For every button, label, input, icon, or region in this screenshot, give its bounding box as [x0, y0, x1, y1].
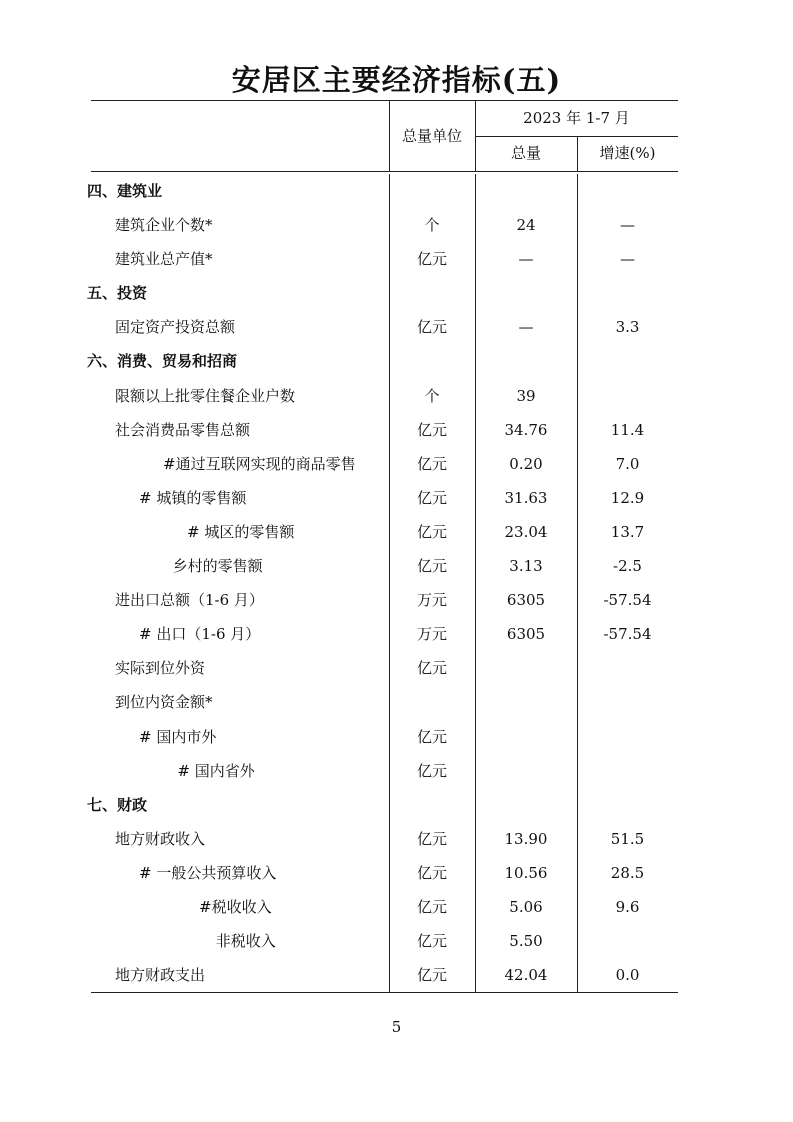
total-cell: 24 — [516, 216, 536, 235]
growth-cell: 9.6 — [615, 897, 640, 916]
table-row — [91, 379, 678, 413]
growth-cell: -57.54 — [603, 591, 652, 610]
indicator-name: 到位内资金额* — [115, 693, 213, 712]
total-column-header: 总量 — [510, 144, 541, 162]
section-heading-row — [87, 174, 678, 208]
growth-cell: 51.5 — [610, 829, 645, 848]
total-cell: 10.56 — [504, 863, 548, 882]
table-row — [91, 549, 678, 583]
section-title: 七、财政 — [87, 795, 148, 814]
total-cell: 34.76 — [504, 420, 548, 439]
growth-cell: 3.3 — [615, 318, 640, 337]
growth-cell: -2.5 — [613, 557, 642, 576]
indicator-name: 社会消费品零售总额 — [115, 420, 251, 439]
section-heading-row — [87, 788, 678, 822]
indicator-name: 非税收入 — [215, 932, 276, 951]
unit-cell: 亿元 — [416, 897, 447, 916]
growth-cell: 28.5 — [610, 863, 645, 882]
table-row — [91, 208, 678, 242]
table-row — [91, 822, 678, 856]
section-heading-row — [87, 276, 678, 310]
indicator-name: 固定资产投资总额 — [115, 318, 236, 337]
table-row — [91, 310, 678, 344]
growth-cell: — — [620, 216, 635, 235]
indicator-name: 进出口总额（1-6 月） — [115, 591, 264, 610]
unit-cell: 个 — [424, 216, 440, 235]
table-row — [91, 447, 678, 481]
section-heading-row — [87, 344, 678, 378]
total-cell: 39 — [516, 386, 536, 405]
table-row — [91, 651, 678, 685]
table-row — [91, 856, 678, 890]
indicator-name: # 出口（1-6 月） — [139, 625, 261, 644]
growth-cell: 11.4 — [610, 420, 645, 439]
unit-cell: 亿元 — [416, 522, 447, 541]
table-row — [91, 413, 678, 447]
table-row — [91, 720, 678, 754]
growth-cell: -57.54 — [603, 625, 652, 644]
table-row — [91, 958, 678, 992]
indicator-name: # 一般公共预算收入 — [139, 863, 277, 882]
total-cell: 5.50 — [509, 932, 543, 951]
total-cell: 13.90 — [504, 829, 548, 848]
unit-cell: 亿元 — [416, 488, 447, 507]
table-row — [91, 924, 678, 958]
indicator-name: 乡村的零售额 — [172, 557, 263, 576]
table-row — [91, 515, 678, 549]
total-cell: 5.06 — [509, 897, 543, 916]
total-cell: 6305 — [506, 625, 546, 644]
growth-cell: — — [620, 250, 635, 269]
indicator-name: # 城镇的零售额 — [139, 488, 247, 507]
indicator-name: #税收收入 — [199, 897, 272, 916]
unit-cell: 亿元 — [416, 318, 447, 337]
period-header: 2023 年 1-7 月 — [475, 101, 678, 137]
unit-cell: 亿元 — [416, 420, 447, 439]
total-cell: — — [518, 250, 534, 269]
total-cell: 0.20 — [509, 454, 543, 473]
total-cell: 6305 — [506, 591, 546, 610]
total-cell: 3.13 — [509, 557, 543, 576]
indicator-name: #通过互联网实现的商品零售 — [163, 454, 356, 473]
indicator-name: 限额以上批零住餐企业户数 — [115, 386, 296, 405]
table-row — [91, 617, 678, 651]
indicator-table — [87, 100, 678, 993]
table-row — [91, 481, 678, 515]
table-row — [91, 583, 678, 617]
unit-cell: 个 — [424, 386, 440, 405]
unit-cell: 亿元 — [416, 727, 447, 746]
table-body — [87, 174, 678, 992]
unit-cell: 亿元 — [416, 761, 447, 780]
table-row — [91, 754, 678, 788]
section-title: 五、投资 — [87, 284, 148, 303]
page-title: 安居区主要经济指标(五) — [231, 63, 562, 97]
unit-cell: 亿元 — [416, 250, 447, 269]
table-header — [91, 101, 678, 172]
unit-cell: 亿元 — [416, 932, 447, 951]
unit-cell: 亿元 — [416, 557, 447, 576]
table-row — [91, 242, 678, 276]
section-title: 四、建筑业 — [87, 182, 163, 200]
unit-cell: 万元 — [416, 591, 447, 610]
section-title: 六、消费、贸易和招商 — [87, 352, 238, 371]
indicator-name: 实际到位外资 — [115, 659, 206, 678]
total-cell: 31.63 — [504, 488, 548, 507]
unit-cell: 亿元 — [416, 966, 447, 985]
indicator-name: # 国内市外 — [139, 727, 217, 746]
indicator-name: 地方财政收入 — [115, 829, 206, 848]
unit-cell: 亿元 — [416, 829, 447, 848]
table-row — [91, 685, 678, 719]
unit-cell: 万元 — [416, 625, 447, 644]
table-row — [91, 890, 678, 924]
indicator-name: # 城区的零售额 — [187, 522, 295, 541]
indicator-name: # 国内省外 — [177, 761, 255, 780]
unit-column-header: 总量单位 — [401, 127, 462, 145]
total-cell: 23.04 — [504, 522, 548, 541]
growth-cell: 12.9 — [610, 488, 645, 507]
unit-cell: 亿元 — [416, 454, 447, 473]
page-number: 5 — [391, 1018, 402, 1036]
unit-cell: 亿元 — [416, 659, 447, 678]
indicator-name: 建筑业总产值* — [115, 250, 213, 269]
indicator-name: 地方财政支出 — [115, 966, 206, 985]
total-cell: 42.04 — [504, 966, 548, 985]
growth-cell: 13.7 — [610, 522, 645, 541]
growth-cell: 0.0 — [615, 966, 640, 985]
growth-cell: 7.0 — [615, 454, 640, 473]
growth-column-header: 增速(%) — [599, 144, 656, 162]
unit-cell: 亿元 — [416, 863, 447, 882]
indicator-name: 建筑企业个数* — [115, 216, 213, 235]
total-cell: — — [518, 318, 534, 337]
